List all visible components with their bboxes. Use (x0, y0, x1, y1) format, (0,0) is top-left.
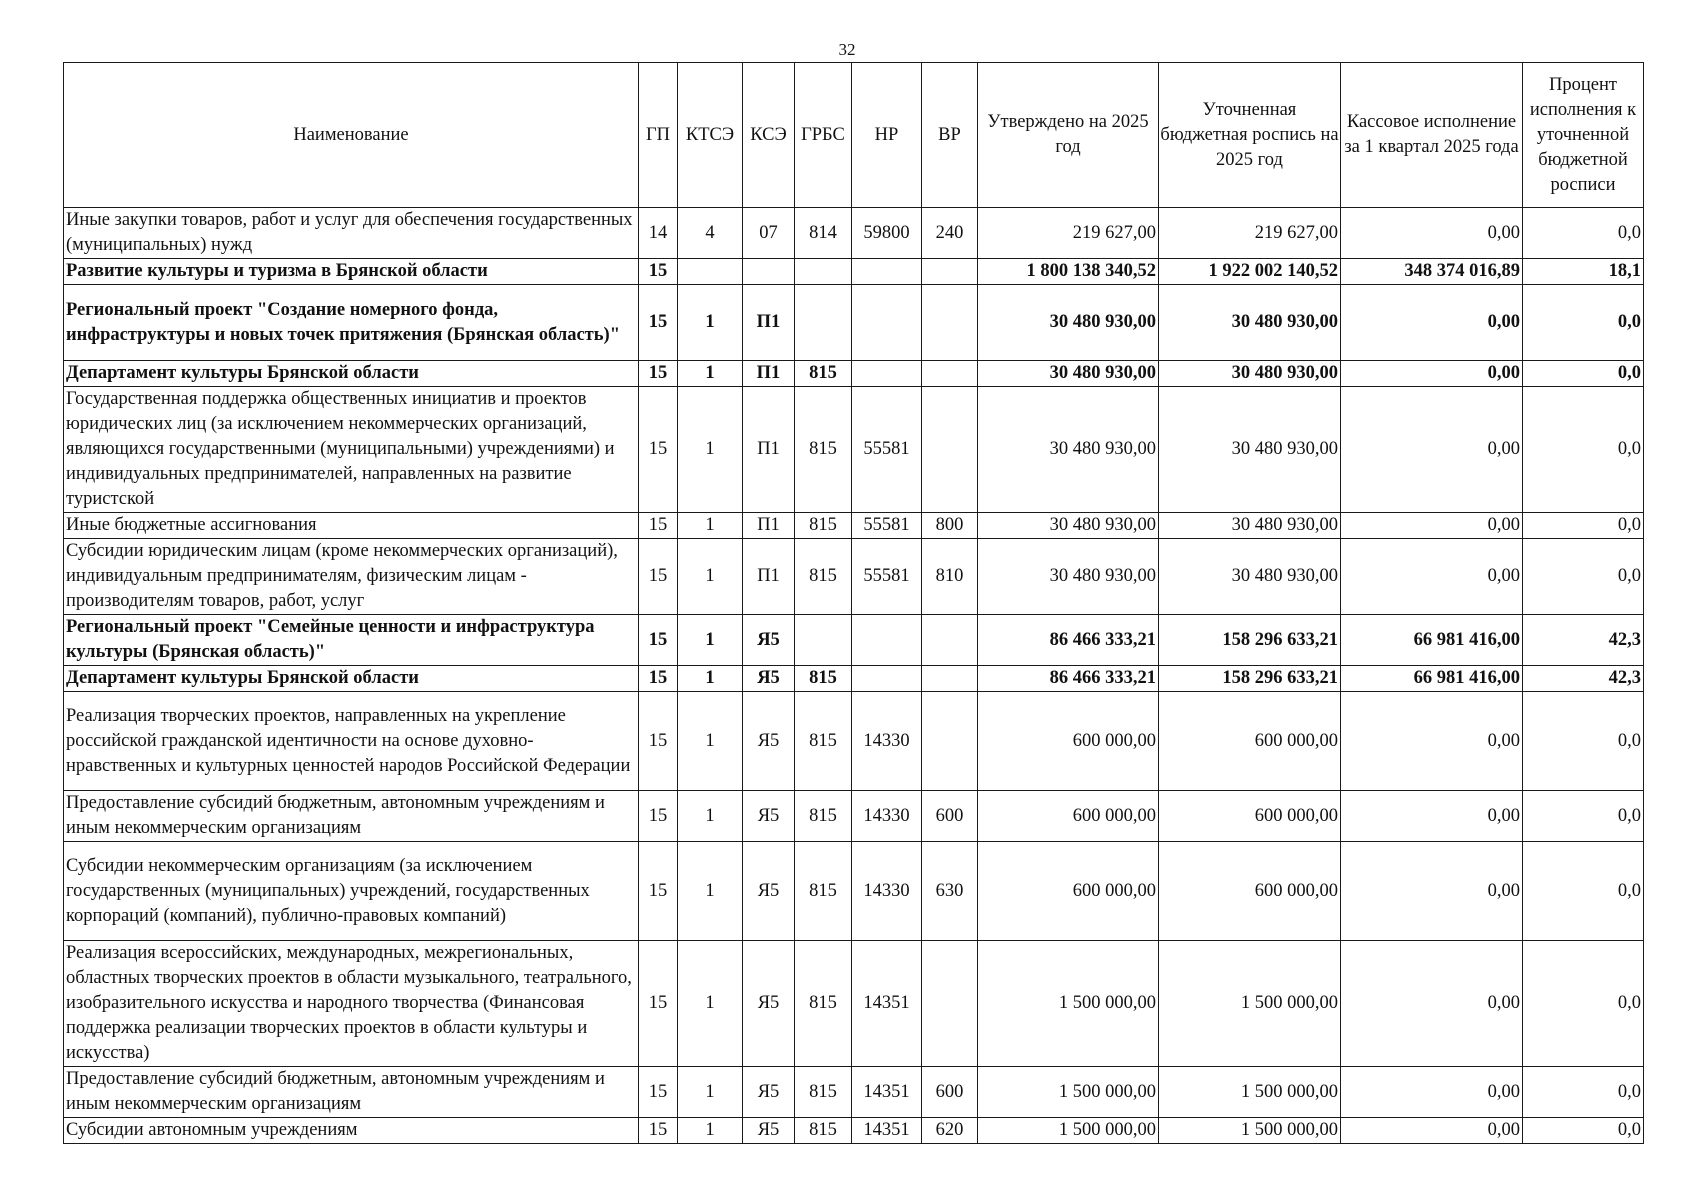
table-row (64, 259, 1644, 285)
cell-vr: 620 (922, 1118, 978, 1144)
cell-kse: Я5 (743, 1067, 795, 1118)
cell-refined: 158 296 633,21 (1159, 666, 1341, 692)
cell-refined: 30 480 930,00 (1159, 539, 1341, 615)
cell-ktse: 1 (678, 615, 743, 666)
cell-name: Иные бюджетные ассигнования (64, 513, 639, 539)
header-approved: Утверждено на 2025 год (978, 63, 1159, 208)
cell-percent: 42,3 (1523, 666, 1644, 692)
cell-ktse: 1 (678, 842, 743, 941)
cell-grbs: 814 (795, 208, 852, 259)
cell-refined: 158 296 633,21 (1159, 615, 1341, 666)
cell-vr (922, 941, 978, 1067)
cell-vr (922, 285, 978, 361)
table-row (64, 208, 1644, 259)
cell-vr: 800 (922, 513, 978, 539)
table-row (64, 666, 1644, 692)
cell-ktse: 4 (678, 208, 743, 259)
cell-kse: П1 (743, 387, 795, 513)
header-percent: Процент исполнения к уточненной бюджетной росписи (1523, 63, 1644, 208)
cell-nr: 14330 (852, 692, 922, 791)
cell-percent: 0,0 (1523, 1118, 1644, 1144)
cell-percent: 0,0 (1523, 361, 1644, 387)
cell-nr: 59800 (852, 208, 922, 259)
cell-name: Реализация творческих проектов, направленных на укрепление российской гражданской идентичности на основе духовно-нравственных и культурных ценностей народов Российской Федерации (64, 692, 639, 791)
cell-vr: 630 (922, 842, 978, 941)
cell-ktse: 1 (678, 539, 743, 615)
header-grbs: ГРБС (795, 63, 852, 208)
cell-approved: 30 480 930,00 (978, 387, 1159, 513)
cell-ktse: 1 (678, 791, 743, 842)
table-row (64, 539, 1644, 615)
cell-percent: 0,0 (1523, 941, 1644, 1067)
cell-gp: 15 (639, 539, 678, 615)
header-refined: Уточненная бюджетная роспись на 2025 год (1159, 63, 1341, 208)
cell-kse: Я5 (743, 692, 795, 791)
cell-vr (922, 692, 978, 791)
cell-ktse: 1 (678, 1118, 743, 1144)
cell-approved: 1 800 138 340,52 (978, 259, 1159, 285)
cell-gp: 15 (639, 1067, 678, 1118)
cell-approved: 1 500 000,00 (978, 941, 1159, 1067)
cell-approved: 1 500 000,00 (978, 1118, 1159, 1144)
cell-grbs: 815 (795, 692, 852, 791)
page-number: 32 (838, 40, 856, 59)
cell-kse: П1 (743, 361, 795, 387)
cell-gp: 15 (639, 692, 678, 791)
table-row (64, 1067, 1644, 1118)
cell-nr: 14351 (852, 1118, 922, 1144)
cell-cash: 0,00 (1341, 387, 1523, 513)
cell-gp: 15 (639, 666, 678, 692)
cell-ktse: 1 (678, 692, 743, 791)
cell-kse: П1 (743, 539, 795, 615)
cell-percent: 0,0 (1523, 842, 1644, 941)
cell-ktse: 1 (678, 1067, 743, 1118)
cell-nr: 14330 (852, 842, 922, 941)
cell-name: Развитие культуры и туризма в Брянской области (64, 259, 639, 285)
cell-percent: 0,0 (1523, 208, 1644, 259)
table-row (64, 285, 1644, 361)
cell-percent: 0,0 (1523, 513, 1644, 539)
cell-kse (743, 259, 795, 285)
table-row (64, 615, 1644, 666)
cell-percent: 0,0 (1523, 539, 1644, 615)
cell-percent: 0,0 (1523, 285, 1644, 361)
cell-grbs: 815 (795, 513, 852, 539)
cell-kse: Я5 (743, 666, 795, 692)
cell-grbs: 815 (795, 1067, 852, 1118)
cell-grbs (795, 285, 852, 361)
cell-vr (922, 259, 978, 285)
cell-percent: 0,0 (1523, 791, 1644, 842)
cell-vr: 810 (922, 539, 978, 615)
cell-cash: 66 981 416,00 (1341, 666, 1523, 692)
cell-name: Департамент культуры Брянской области (64, 666, 639, 692)
cell-gp: 15 (639, 842, 678, 941)
cell-cash: 0,00 (1341, 692, 1523, 791)
cell-vr (922, 361, 978, 387)
cell-grbs: 815 (795, 791, 852, 842)
cell-kse: Я5 (743, 791, 795, 842)
table-row (64, 361, 1644, 387)
cell-cash: 0,00 (1341, 208, 1523, 259)
cell-name: Реализация всероссийских, международных, межрегиональных, областных творческих проектов в области музыкального, театрального, изобразительного искусства и народного творчества (Финансовая поддержка реализации творческих проектов в области культуры и искусства) (64, 941, 639, 1067)
cell-nr (852, 615, 922, 666)
cell-percent: 0,0 (1523, 387, 1644, 513)
table-row (64, 692, 1644, 791)
table-row (64, 791, 1644, 842)
header-vr: ВР (922, 63, 978, 208)
cell-vr (922, 615, 978, 666)
cell-cash: 0,00 (1341, 285, 1523, 361)
cell-nr (852, 666, 922, 692)
cell-gp: 15 (639, 941, 678, 1067)
cell-kse: Я5 (743, 1118, 795, 1144)
cell-refined: 600 000,00 (1159, 692, 1341, 791)
cell-kse: П1 (743, 513, 795, 539)
cell-nr (852, 361, 922, 387)
cell-vr: 600 (922, 791, 978, 842)
cell-name: Субсидии автономным учреждениям (64, 1118, 639, 1144)
cell-grbs: 815 (795, 842, 852, 941)
cell-nr: 14351 (852, 1067, 922, 1118)
cell-nr: 55581 (852, 387, 922, 513)
cell-refined: 1 500 000,00 (1159, 1118, 1341, 1144)
cell-approved: 86 466 333,21 (978, 666, 1159, 692)
cell-cash: 66 981 416,00 (1341, 615, 1523, 666)
cell-approved: 30 480 930,00 (978, 539, 1159, 615)
cell-ktse: 1 (678, 387, 743, 513)
cell-cash: 0,00 (1341, 361, 1523, 387)
cell-cash: 0,00 (1341, 539, 1523, 615)
cell-gp: 15 (639, 791, 678, 842)
cell-refined: 1 922 002 140,52 (1159, 259, 1341, 285)
cell-kse: Я5 (743, 842, 795, 941)
cell-approved: 600 000,00 (978, 842, 1159, 941)
cell-gp: 15 (639, 1118, 678, 1144)
cell-vr: 240 (922, 208, 978, 259)
cell-refined: 30 480 930,00 (1159, 387, 1341, 513)
cell-approved: 600 000,00 (978, 692, 1159, 791)
cell-cash: 0,00 (1341, 842, 1523, 941)
cell-refined: 1 500 000,00 (1159, 1067, 1341, 1118)
cell-percent: 0,0 (1523, 1067, 1644, 1118)
cell-grbs: 815 (795, 941, 852, 1067)
cell-approved: 30 480 930,00 (978, 513, 1159, 539)
header-kse: КСЭ (743, 63, 795, 208)
cell-nr (852, 259, 922, 285)
cell-name: Предоставление субсидий бюджетным, автономным учреждениям и иным некоммерческим организациям (64, 1067, 639, 1118)
cell-approved: 86 466 333,21 (978, 615, 1159, 666)
cell-name: Предоставление субсидий бюджетным, автономным учреждениям и иным некоммерческим организациям (64, 791, 639, 842)
cell-vr (922, 666, 978, 692)
cell-refined: 600 000,00 (1159, 842, 1341, 941)
table-row (64, 513, 1644, 539)
cell-ktse: 1 (678, 941, 743, 1067)
cell-cash: 0,00 (1341, 1118, 1523, 1144)
cell-nr: 55581 (852, 513, 922, 539)
cell-name: Субсидии юридическим лицам (кроме некоммерческих организаций), индивидуальным предпринимателям, физическим лицам - производителям товаров, работ, услуг (64, 539, 639, 615)
cell-name: Региональный проект "Семейные ценности и инфраструктура культуры (Брянская область)" (64, 615, 639, 666)
cell-percent: 0,0 (1523, 692, 1644, 791)
cell-grbs (795, 259, 852, 285)
cell-nr: 14330 (852, 791, 922, 842)
cell-refined: 219 627,00 (1159, 208, 1341, 259)
table-row (64, 941, 1644, 1067)
header-nr: НР (852, 63, 922, 208)
cell-cash: 0,00 (1341, 1067, 1523, 1118)
cell-approved: 1 500 000,00 (978, 1067, 1159, 1118)
header-cash: Кассовое исполнение за 1 квартал 2025 года (1341, 63, 1523, 208)
cell-kse: Я5 (743, 615, 795, 666)
cell-cash: 0,00 (1341, 941, 1523, 1067)
cell-name: Региональный проект "Создание номерного фонда, инфраструктуры и новых точек притяжения (Брянская область)" (64, 285, 639, 361)
cell-kse: Я5 (743, 941, 795, 1067)
cell-cash: 0,00 (1341, 791, 1523, 842)
cell-nr: 14351 (852, 941, 922, 1067)
cell-percent: 42,3 (1523, 615, 1644, 666)
cell-vr (922, 387, 978, 513)
cell-grbs (795, 615, 852, 666)
cell-refined: 30 480 930,00 (1159, 361, 1341, 387)
cell-gp: 15 (639, 361, 678, 387)
cell-approved: 30 480 930,00 (978, 285, 1159, 361)
cell-gp: 15 (639, 259, 678, 285)
cell-approved: 219 627,00 (978, 208, 1159, 259)
cell-kse: П1 (743, 285, 795, 361)
cell-grbs: 815 (795, 361, 852, 387)
cell-ktse (678, 259, 743, 285)
cell-approved: 30 480 930,00 (978, 361, 1159, 387)
cell-nr (852, 285, 922, 361)
cell-ktse: 1 (678, 666, 743, 692)
header-ktse: КТСЭ (678, 63, 743, 208)
cell-ktse: 1 (678, 361, 743, 387)
cell-gp: 15 (639, 285, 678, 361)
header-name: Наименование (64, 63, 639, 208)
cell-grbs: 815 (795, 666, 852, 692)
table-header-row (64, 63, 1644, 208)
header-gp: ГП (639, 63, 678, 208)
cell-gp: 15 (639, 615, 678, 666)
cell-refined: 600 000,00 (1159, 791, 1341, 842)
cell-cash: 0,00 (1341, 513, 1523, 539)
cell-vr: 600 (922, 1067, 978, 1118)
cell-name: Департамент культуры Брянской области (64, 361, 639, 387)
table-row (64, 1118, 1644, 1144)
cell-gp: 14 (639, 208, 678, 259)
budget-table (63, 62, 1644, 1144)
cell-ktse: 1 (678, 285, 743, 361)
cell-kse: 07 (743, 208, 795, 259)
table-row (64, 842, 1644, 941)
cell-name: Субсидии некоммерческим организациям (за исключением государственных (муниципальных) учреждений, государственных корпораций (компаний), публично-правовых компаний) (64, 842, 639, 941)
cell-name: Государственная поддержка общественных инициатив и проектов юридических лиц (за исключением некоммерческих организаций, являющихся государственными (муниципальными) учреждениями) и индивидуальных предпринимателей, направленных на развитие туристской (64, 387, 639, 513)
cell-nr: 55581 (852, 539, 922, 615)
cell-refined: 30 480 930,00 (1159, 285, 1341, 361)
cell-refined: 30 480 930,00 (1159, 513, 1341, 539)
table-row (64, 387, 1644, 513)
cell-gp: 15 (639, 387, 678, 513)
cell-grbs: 815 (795, 539, 852, 615)
cell-grbs: 815 (795, 1118, 852, 1144)
cell-name: Иные закупки товаров, работ и услуг для обеспечения государственных (муниципальных) нужд (64, 208, 639, 259)
cell-refined: 1 500 000,00 (1159, 941, 1341, 1067)
cell-cash: 348 374 016,89 (1341, 259, 1523, 285)
cell-grbs: 815 (795, 387, 852, 513)
cell-ktse: 1 (678, 513, 743, 539)
cell-gp: 15 (639, 513, 678, 539)
cell-percent: 18,1 (1523, 259, 1644, 285)
cell-approved: 600 000,00 (978, 791, 1159, 842)
